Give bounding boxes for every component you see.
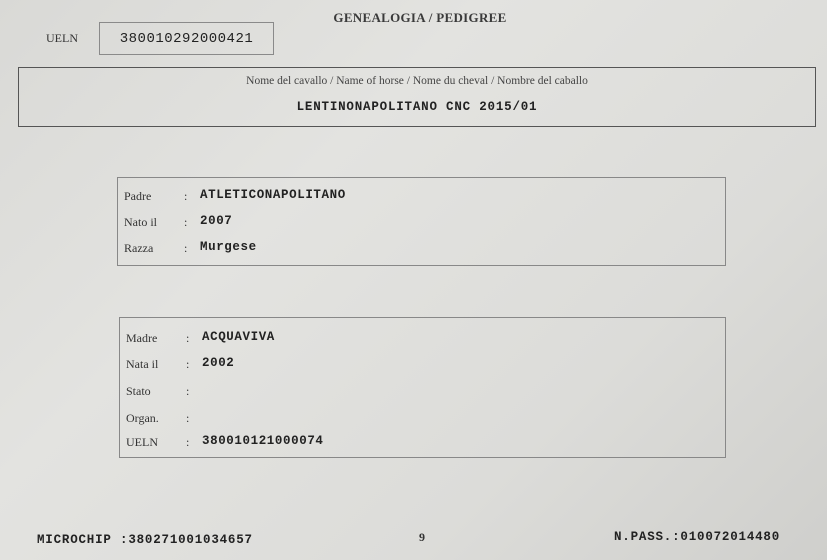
sire-birth-value: 2007 <box>200 214 233 228</box>
sire-name-value: ATLETICONAPOLITANO <box>200 188 346 202</box>
page-number: 9 <box>419 530 425 544</box>
dam-row-organ <box>120 408 725 428</box>
dam-name-value: ACQUAVIVA <box>202 330 275 344</box>
sire-box <box>117 177 726 266</box>
separator: : <box>184 189 188 203</box>
sire-breed-label: Razza <box>124 241 154 255</box>
dam-ueln-label: UELN <box>126 435 158 449</box>
dam-row-state <box>120 381 725 401</box>
dam-name-label: Madre <box>126 331 158 345</box>
microchip-number: MICROCHIP :380271001034657 <box>37 533 253 547</box>
ueln-label: UELN <box>46 31 78 45</box>
document-title: GENEALOGIA / PEDIGREE <box>333 10 507 25</box>
ueln-value: 380010292000421 <box>119 30 254 47</box>
ueln-value-box <box>99 22 274 55</box>
dam-box <box>119 317 726 458</box>
sire-breed-value: Murgese <box>200 240 257 254</box>
sire-row-birth <box>118 212 725 232</box>
dam-birth-label: Nata il <box>126 357 159 371</box>
horse-name-box <box>18 67 816 127</box>
dam-row-ueln <box>120 432 725 452</box>
dam-state-label: Stato <box>126 384 151 398</box>
separator: : <box>186 331 190 345</box>
sire-row-name <box>118 186 725 206</box>
separator: : <box>186 435 190 449</box>
passport-number: N.PASS.:010072014480 <box>614 530 781 544</box>
sire-birth-label: Nato il <box>124 215 157 229</box>
horse-name-label: Nome del cavallo / Name of horse / Nome du cheval / Nombre del caballo <box>246 75 588 87</box>
separator: : <box>184 215 188 229</box>
dam-ueln-value: 380010121000074 <box>202 434 324 448</box>
sire-name-label: Padre <box>124 189 152 203</box>
separator: : <box>186 411 190 425</box>
sire-row-breed <box>118 238 725 258</box>
separator: : <box>184 241 188 255</box>
dam-row-birth <box>120 354 725 374</box>
separator: : <box>186 357 190 371</box>
dam-organ-label: Organ. <box>126 411 159 425</box>
separator: : <box>186 384 190 398</box>
dam-birth-value: 2002 <box>202 356 235 370</box>
horse-name-value: LENTINONAPOLITANO CNC 2015/01 <box>296 100 538 114</box>
dam-row-name <box>120 328 725 348</box>
